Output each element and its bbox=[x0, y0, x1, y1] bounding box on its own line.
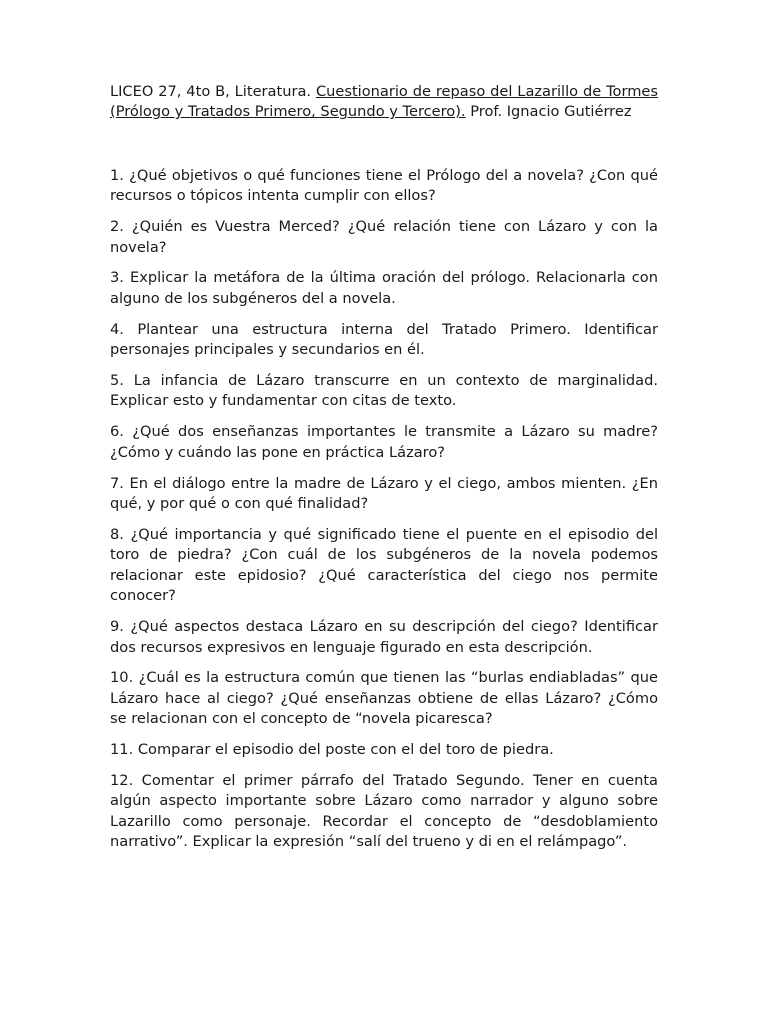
document-header bbox=[110, 82, 658, 123]
question-item: 11. Comparar el episodio del poste con el del toro de piedra. bbox=[110, 741, 554, 759]
question-item: 3. Explicar la metáfora de la última oración del prólogo. Relacionarla con alguno de los subgéneros del a novela. bbox=[110, 269, 658, 307]
question-item: 2. ¿Quién es Vuestra Merced? ¿Qué relación tiene con Lázaro y con la novela? bbox=[110, 218, 658, 256]
question-item: 7. En el diálogo entre la madre de Lázaro y el ciego, ambos mienten. ¿En qué, y por qué o con qué finalidad? bbox=[110, 474, 658, 513]
header-prefix: LICEO 27, 4to B, Literatura. bbox=[110, 83, 312, 100]
question-item: 4. Plantear una estructura interna del Tratado Primero. Identificar personajes principales y secundarios en él. bbox=[110, 320, 658, 359]
question-item: 12. Comentar el primer párrafo del Tratado Segundo. Tener en cuenta algún aspecto importante sobre Lázaro como narrador y alguno sobre Lazarillo como personaje. Recordar el concepto de “desdoblamiento narrativo”. Explicar la expresión “salí del trueno y di en el relámpago”. bbox=[110, 772, 658, 851]
question-item: 9. ¿Qué aspectos destaca Lázaro en su descripción del ciego? Identificar dos recursos expresivos en lenguaje figurado en esta descripción. bbox=[110, 618, 658, 656]
question-item: 8. ¿Qué importancia y qué significado tiene el puente en el episodio del toro de piedra? ¿Con cuál de los subgéneros de la novela podemos relacionar este epidosio? ¿Qué característica del ciego nos permite conocer? bbox=[110, 526, 658, 605]
question-list bbox=[110, 166, 658, 853]
question-item: 5. La infancia de Lázaro transcurre en un contexto de marginalidad. Explicar esto y fundamentar con citas de texto. bbox=[110, 372, 658, 410]
question-item: 1. ¿Qué objetivos o qué funciones tiene el Prólogo del a novela? ¿Con qué recursos o tópicos intenta cumplir con ellos? bbox=[110, 166, 658, 205]
header-title: Cuestionario de repaso del Lazarillo de Tormes (Prólogo y Tratados Primero, Segundo y Tercero). bbox=[110, 83, 658, 121]
document-body bbox=[110, 82, 658, 863]
header-author: Prof. Ignacio Gutiérrez bbox=[470, 103, 632, 121]
question-item: 6. ¿Qué dos enseñanzas importantes le transmite a Lázaro su madre? ¿Cómo y cuándo las pone en práctica Lázaro? bbox=[110, 423, 658, 461]
question-item: 10. ¿Cuál es la estructura común que tienen las “burlas endiabladas” que Lázaro hace al ciego? ¿Qué enseñanzas obtiene de ellas Lázaro? ¿Cómo se relacionan con el concepto de “novela picaresca? bbox=[110, 669, 658, 728]
